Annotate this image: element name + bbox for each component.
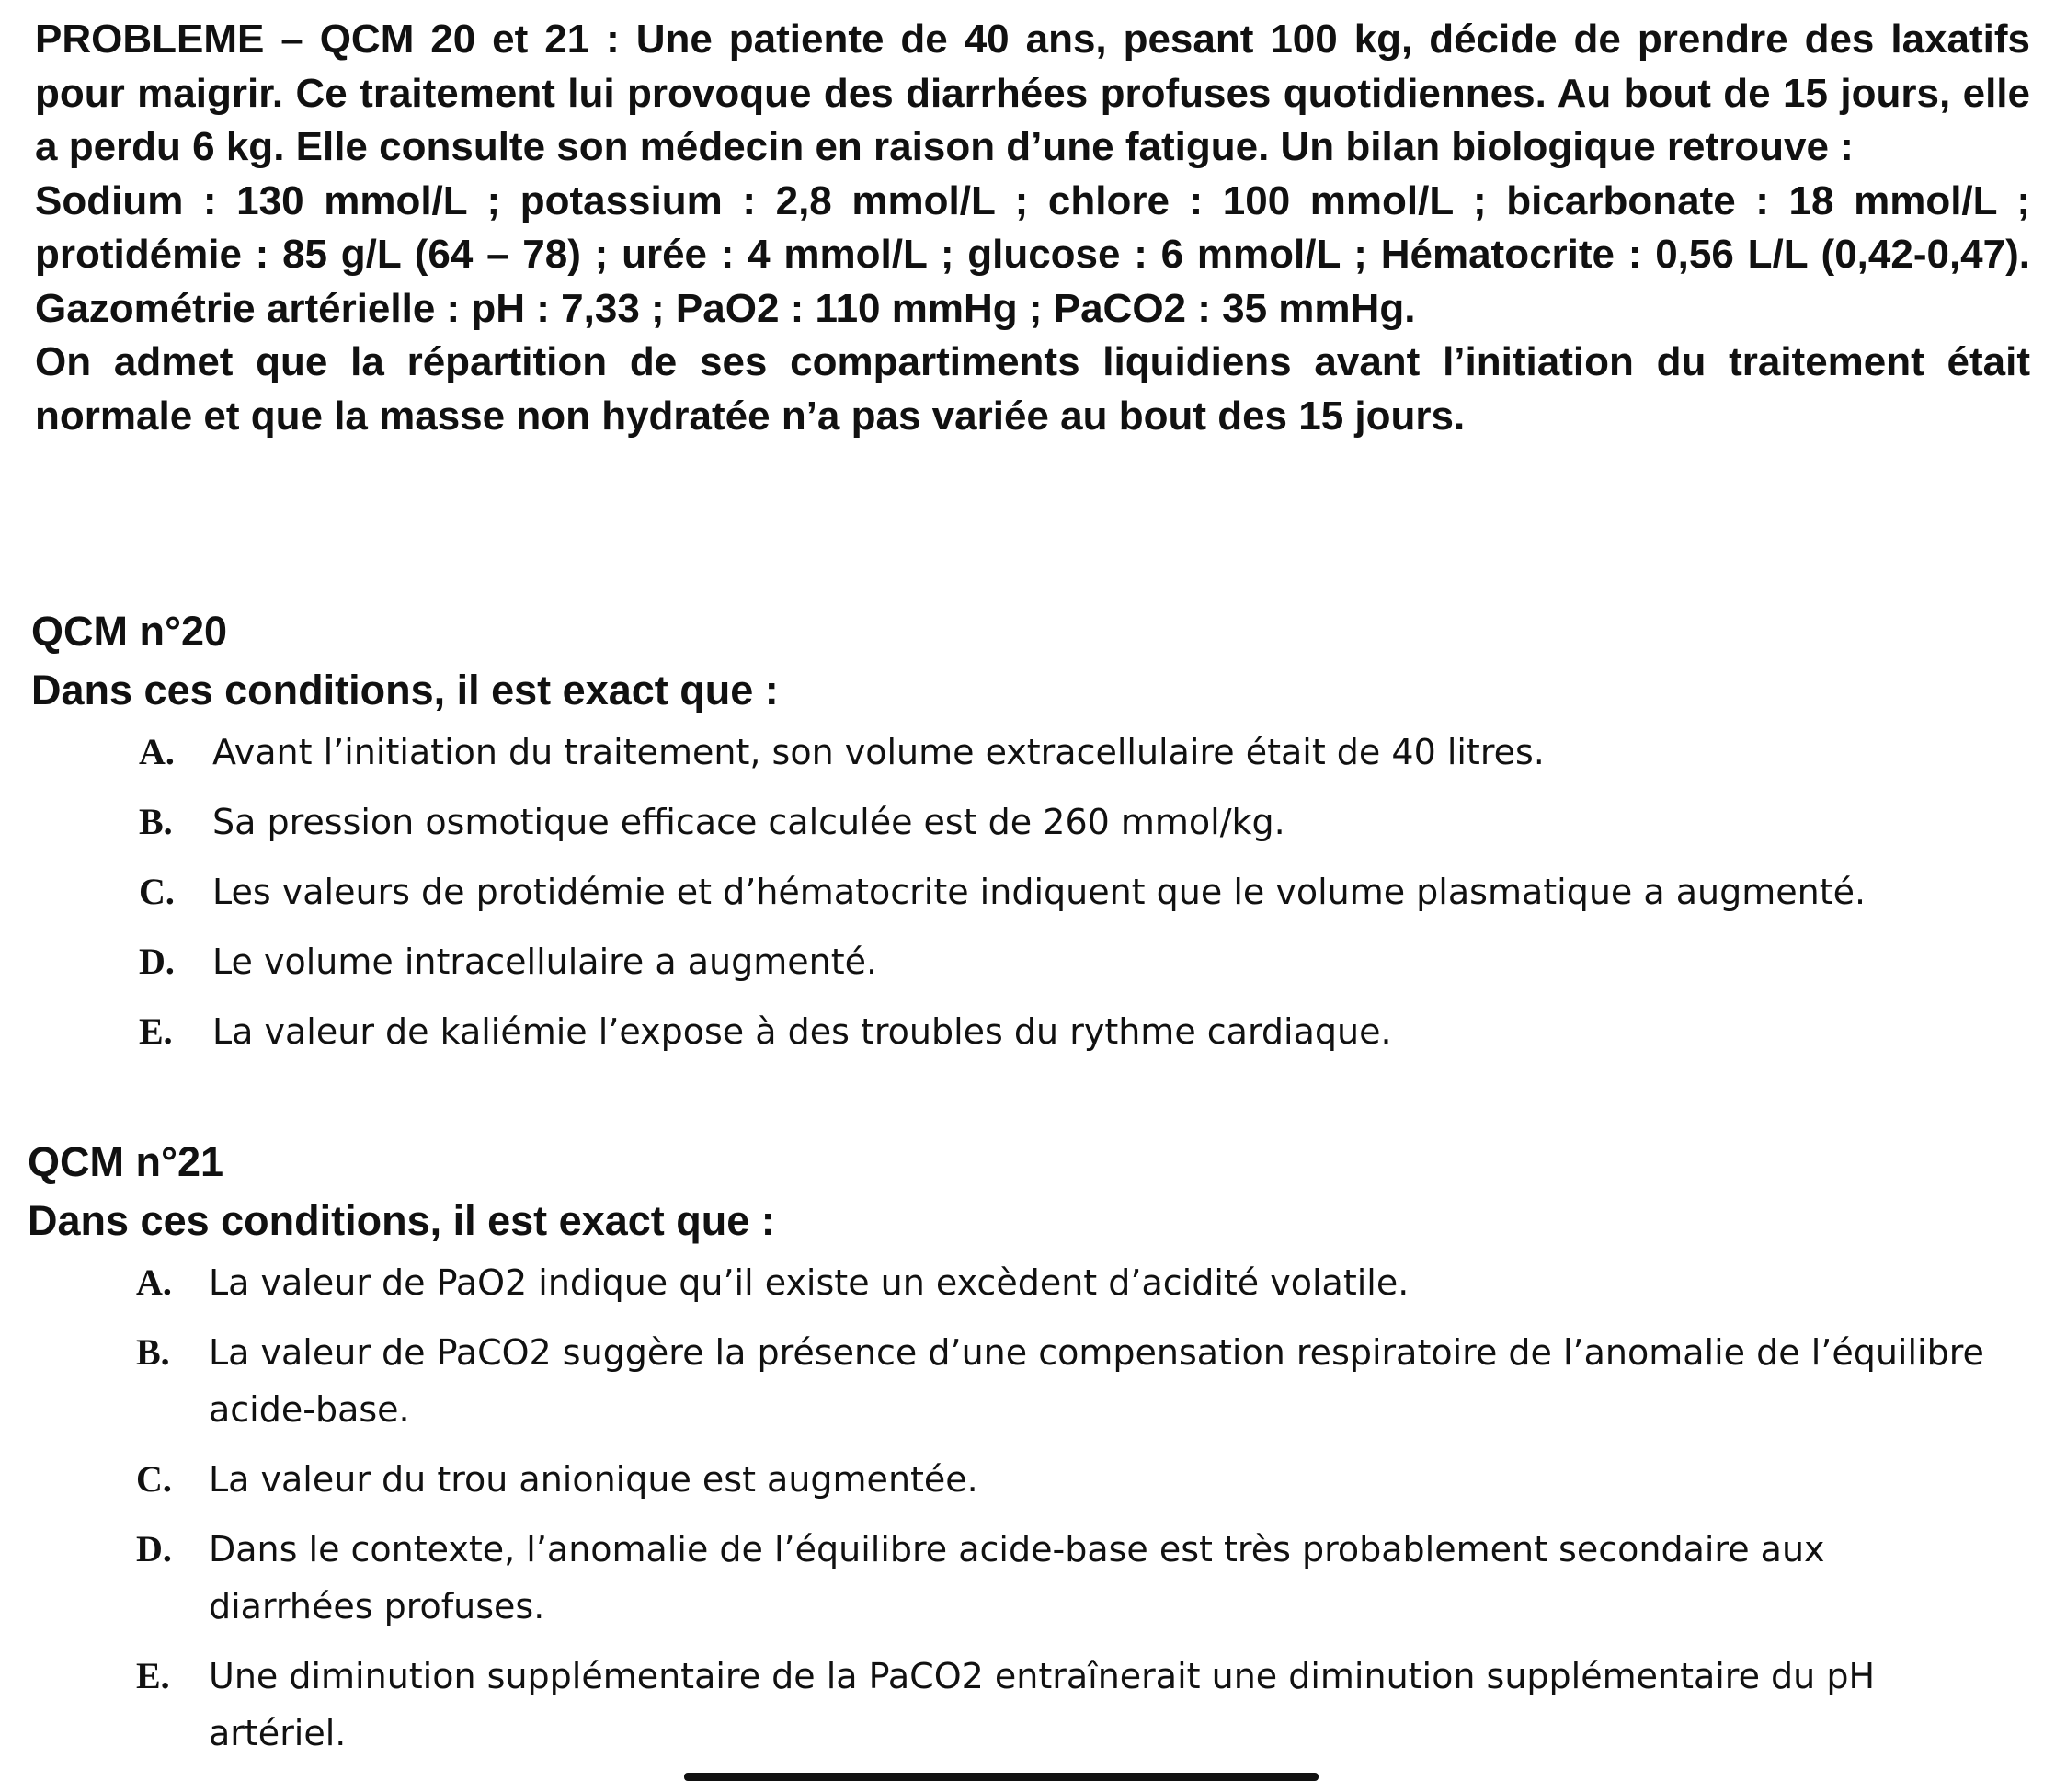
option-letter: C.	[139, 871, 175, 912]
option-letter: D.	[136, 1528, 172, 1569]
qcm-20-options	[31, 724, 2036, 1073]
option-text: La valeur de PaCO2 suggère la présence d’une compensation respiratoire de l’anomalie de l’équilibre acide-base.	[209, 1332, 1984, 1430]
qcm-20-title: QCM n°20	[31, 608, 228, 655]
option-text: Le volume intracellulaire a augmenté.	[212, 942, 878, 982]
qcm-21-option-b	[28, 1324, 2032, 1438]
option-text: Les valeurs de protidémie et d’hématocrite indiquent que le volume plasmatique a augmenté.	[212, 872, 1867, 912]
qcm-21-option-e	[28, 1648, 2032, 1762]
qcm-21	[28, 1133, 2032, 1775]
option-text: La valeur du trou anionique est augmentée.	[209, 1459, 978, 1500]
qcm-20-option-c	[31, 863, 2036, 933]
option-letter: A.	[136, 1261, 172, 1303]
qcm-21-option-d	[28, 1521, 2032, 1635]
option-text: Avant l’initiation du traitement, son volume extracellulaire était de 40 litres.	[212, 732, 1545, 772]
option-text: Une diminution supplémentaire de la PaCO2 entraînerait une diminution supplémentaire du pH artériel.	[209, 1656, 1876, 1753]
option-letter: B.	[136, 1331, 170, 1373]
qcm-20-option-e	[31, 1003, 2036, 1073]
qcm-20-option-a	[31, 724, 2036, 793]
problem-statement	[35, 13, 2030, 443]
option-letter: C.	[136, 1458, 172, 1500]
qcm-21-title: QCM n°21	[28, 1138, 224, 1185]
qcm-21-options	[28, 1254, 2032, 1762]
option-letter: B.	[139, 801, 173, 842]
problem-intro: PROBLEME – QCM 20 et 21 : Une patiente de 40 ans, pesant 100 kg, décide de prendre des laxatifs pour maigrir. Ce traitement lui provoque des diarrhées profuses quotidiennes. Au bout de 15 jours, elle a perdu 6 kg. Elle consulte son médecin en raison d’une fatigue. Un bilan biologique retrouve :	[35, 17, 2030, 169]
qcm-20	[31, 602, 2036, 1073]
option-letter: D.	[139, 941, 175, 982]
problem-assumption: On admet que la répartition de ses compartiments liquidiens avant l’initiation du traitement était normale et que la masse non hydratée n’a pas variée au bout des 15 jours.	[35, 339, 2030, 439]
qcm-21-option-a	[28, 1254, 2032, 1311]
option-text: La valeur de kaliémie l’expose à des troubles du rythme cardiaque.	[212, 1011, 1392, 1052]
option-letter: E.	[139, 1010, 173, 1052]
option-text: Dans le contexte, l’anomalie de l’équilibre acide-base est très probablement secondaire aux diarrhées profuses.	[209, 1529, 1825, 1626]
option-text: Sa pression osmotique efficace calculée est de 260 mmol/kg.	[212, 802, 1285, 842]
option-letter: E.	[136, 1655, 170, 1696]
qcm-21-stem: Dans ces conditions, il est exact que :	[28, 1197, 775, 1244]
bottom-divider	[684, 1773, 1319, 1781]
option-letter: A.	[139, 731, 175, 772]
qcm-20-option-d	[31, 933, 2036, 1003]
option-text: La valeur de PaO2 indique qu’il existe un excèdent d’acidité volatile.	[209, 1262, 1410, 1303]
qcm-20-stem: Dans ces conditions, il est exact que :	[31, 667, 779, 713]
problem-lab-results: Sodium : 130 mmol/L ; potassium : 2,8 mmol/L ; chlore : 100 mmol/L ; bicarbonate : 18 mmol/L ; protidémie : 85 g/L (64 – 78) ; urée : 4 mmol/L ; glucose : 6 mmol/L ; Hématocrite : 0,56 L/L (0,42-0,47). Gazométrie artérielle : pH : 7,33 ; PaO2 : 110 mmHg ; PaCO2 : 35 mmHg.	[35, 177, 2030, 331]
qcm-21-option-c	[28, 1451, 2032, 1508]
qcm-20-option-b	[31, 793, 2036, 863]
